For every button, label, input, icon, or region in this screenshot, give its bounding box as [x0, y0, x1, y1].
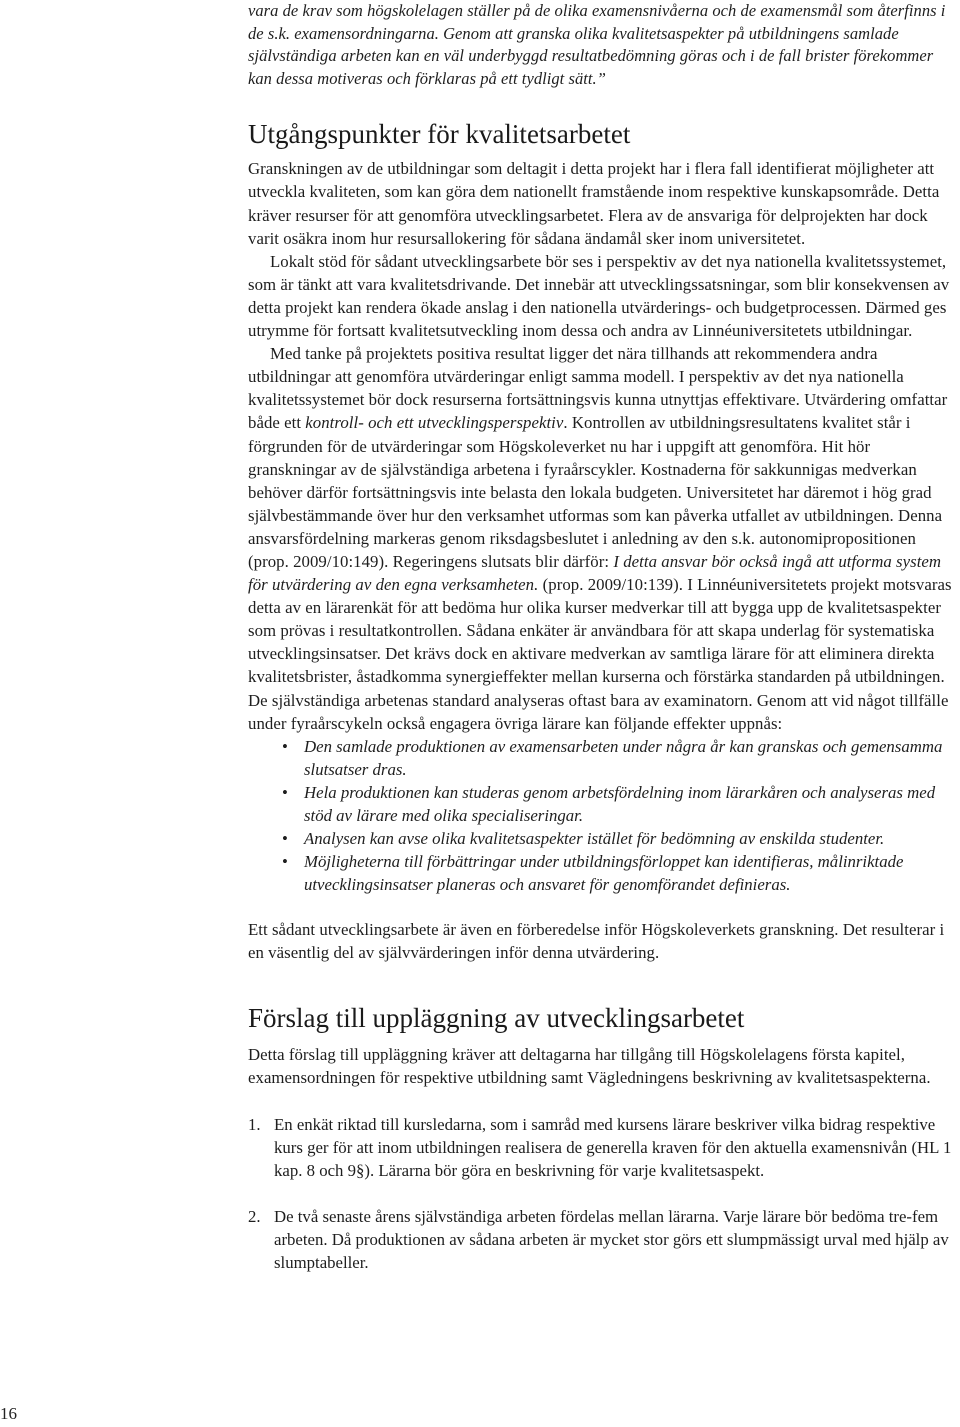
emphasis-text: kontroll- och ett utvecklingsperspektiv [305, 413, 564, 433]
list-number: 1. [248, 1114, 261, 1134]
bullet-icon: • [282, 852, 288, 872]
section-heading-quality-work: Utgångspunkter för kvalitetsarbetet [248, 119, 631, 150]
list-item [248, 1205, 954, 1274]
text-run: (prop. 2009/10:139). I Linnéuniversitetets projekt motsvaras detta av en lärarenkät för att bedöma hur olika kurser medverkar till att bygga upp de kvalitetsaspekter som prövas i resultatkontrollen. Sådana enkäter är användbara för att skapa underlag för systematiska utvecklingsinsatser. Det krävs dock en aktivare medverkan av samtliga lärare för att eliminera direkta kvalitetsbrister, åstadkomma synergieffekter mellan kurserna och förstärka standarden på utbildningen. De självständiga arbetenas standard analyseras oftast bara av examinatorn. Genom att vid något tillfälle under fyraårscykeln också engagera övriga lärare kan följande effekter uppnås: [248, 575, 952, 733]
bullet-icon: • [282, 782, 288, 802]
list-item-text: Möjligheterna till förbättringar under utbildningsförloppet kan identifieras, målinriktade utvecklingsinsatser planeras och ansvaret för genomförandet definieras. [304, 852, 904, 895]
bullet-icon: • [282, 829, 288, 849]
list-item-text: Hela produktionen kan studeras genom arbetsfördelning inom lärarkåren och analyseras med stöd av lärare med olika specialiseringar. [304, 782, 936, 825]
paragraph: Detta förslag till uppläggning kräver att deltagarna har tillgång till Högskolelagens första kapitel, examensordningen för respektive utbildning samt Vägledningens beskrivning av kvalitetsaspekterna. [248, 1044, 931, 1087]
quote-paragraph: vara de krav som högskolelagen ställer på de olika examensnivåerna och de examensmål som återfinns i de s.k. examensordningarna. Genom att granska olika kvalitetsaspekter på utbildningens samlade självständiga arbeten kan en väl underbyggd resultatbedömning göras och i de fall brister förekommer kan dessa motiveras och förklaras på ett tydligt sätt.” [248, 1, 946, 88]
list-item [248, 735, 954, 781]
paragraph: Ett sådant utvecklingsarbete är även en förberedelse inför Högskoleverkets granskning. Det resulterar i en väsentlig del av självvärderingen inför denna utvärdering. [248, 920, 945, 963]
emphasis-text: I detta ansvar bör också ingå att utforma system för utvärdering av den egna verksamheten. [248, 551, 942, 595]
list-item [248, 850, 954, 896]
page-number: 16 [0, 1404, 17, 1423]
numbered-list [248, 1113, 954, 1275]
paragraph: Granskningen av de utbildningar som deltagit i detta projekt har i flera fall identifierat möjligheter att utveckla kvaliteten, som kan göra dem nationellt framstående inom respektive kunskapsområde. Detta kräver resurser för att genomföra utvecklingsarbetet. Flera av de ansvariga för delprojekten har dock varit osäkra inom hur resursallokering för sådana ändamål sker inom universitetet. [248, 159, 940, 248]
list-number: 2. [248, 1207, 261, 1227]
list-item [248, 1113, 954, 1182]
list-item [248, 781, 954, 827]
paragraph: Lokalt stöd för sådant utvecklingsarbete bör ses i perspektiv av det nya nationella kvalitetssystemet, som är tänkt att vara kvalitetsdrivande. Det innebär att utvecklingssatsningar, som blir konsekvensen av detta projekt kan rendera ökade anslag i den nationella utvärderings- och budgetprocessen. Därmed ges utrymme för fortsatt kvalitetsutveckling inom dessa och andra av Linnéuniversitetets utbildningar. [248, 251, 950, 341]
section-heading-proposal: Förslag till uppläggning av utvecklingsarbetet [248, 1002, 745, 1033]
paragraph [248, 342, 954, 735]
text-run: Med tanke på projektets positiva resultat ligger det nära tillhands att rekommendera andra utbildningar att genomföra utvärderingar enligt samma modell. I perspektiv av det nya nationella kvalitetssystemet bör dock resurserna fortsättningsvis kunna utnyttjas effektivare. Utvärdering omfattar både ett [248, 344, 948, 433]
list-item-text: En enkät riktad till kursledarna, som i samråd med kursens lärare beskriver vilka bidrag respektive kurs ger för att inom utbildningen realisera de generella kraven för den aktuella examensnivån (HL 1 kap. 8 och 9§). Lärarna bör göra en beskrivning för varje kvalitetsaspekt. [274, 1114, 952, 1180]
list-item-text: Analysen kan avse olika kvalitetsaspekter istället för bedömning av enskilda studenter. [304, 829, 885, 849]
text-run: . Kontrollen av utbildningsresultatens kvalitet står i förgrunden för de utvärderingar som Högskoleverket nu har i uppgift att genomföra. Hit hör granskningar av de självständiga arbetena i fyraårscykler. Kostnaderna för sakkunnigas medverkan behöver därför fortsättningsvis inte belasta den lokala budgeten. Universitetet har däremot i hög grad självbestämmande över hur den verksamhet utformas som kan påverka utfallet av utbildningen. Denna ansvarsfördelning markeras genom riksdagsbeslutet i anledning av den s.k. autonomipropositionen (prop. 2009/10:149). Regeringens slutsats blir därför: [248, 413, 943, 571]
document-page [248, 0, 954, 1297]
bullet-icon: • [282, 736, 288, 756]
bullet-list [248, 735, 954, 897]
list-item-text: De två senaste årens självständiga arbeten fördelas mellan lärarna. Varje lärare bör bedöma tre-fem arbeten. Då produktionen av sådana arbeten är mycket stor görs ett slumpmässigt urval med hjälp av slumptabeller. [274, 1207, 949, 1273]
list-item-text: Den samlade produktionen av examensarbeten under några år kan granskas och gemensamma slutsatser dras. [304, 736, 943, 779]
list-item [248, 827, 954, 850]
